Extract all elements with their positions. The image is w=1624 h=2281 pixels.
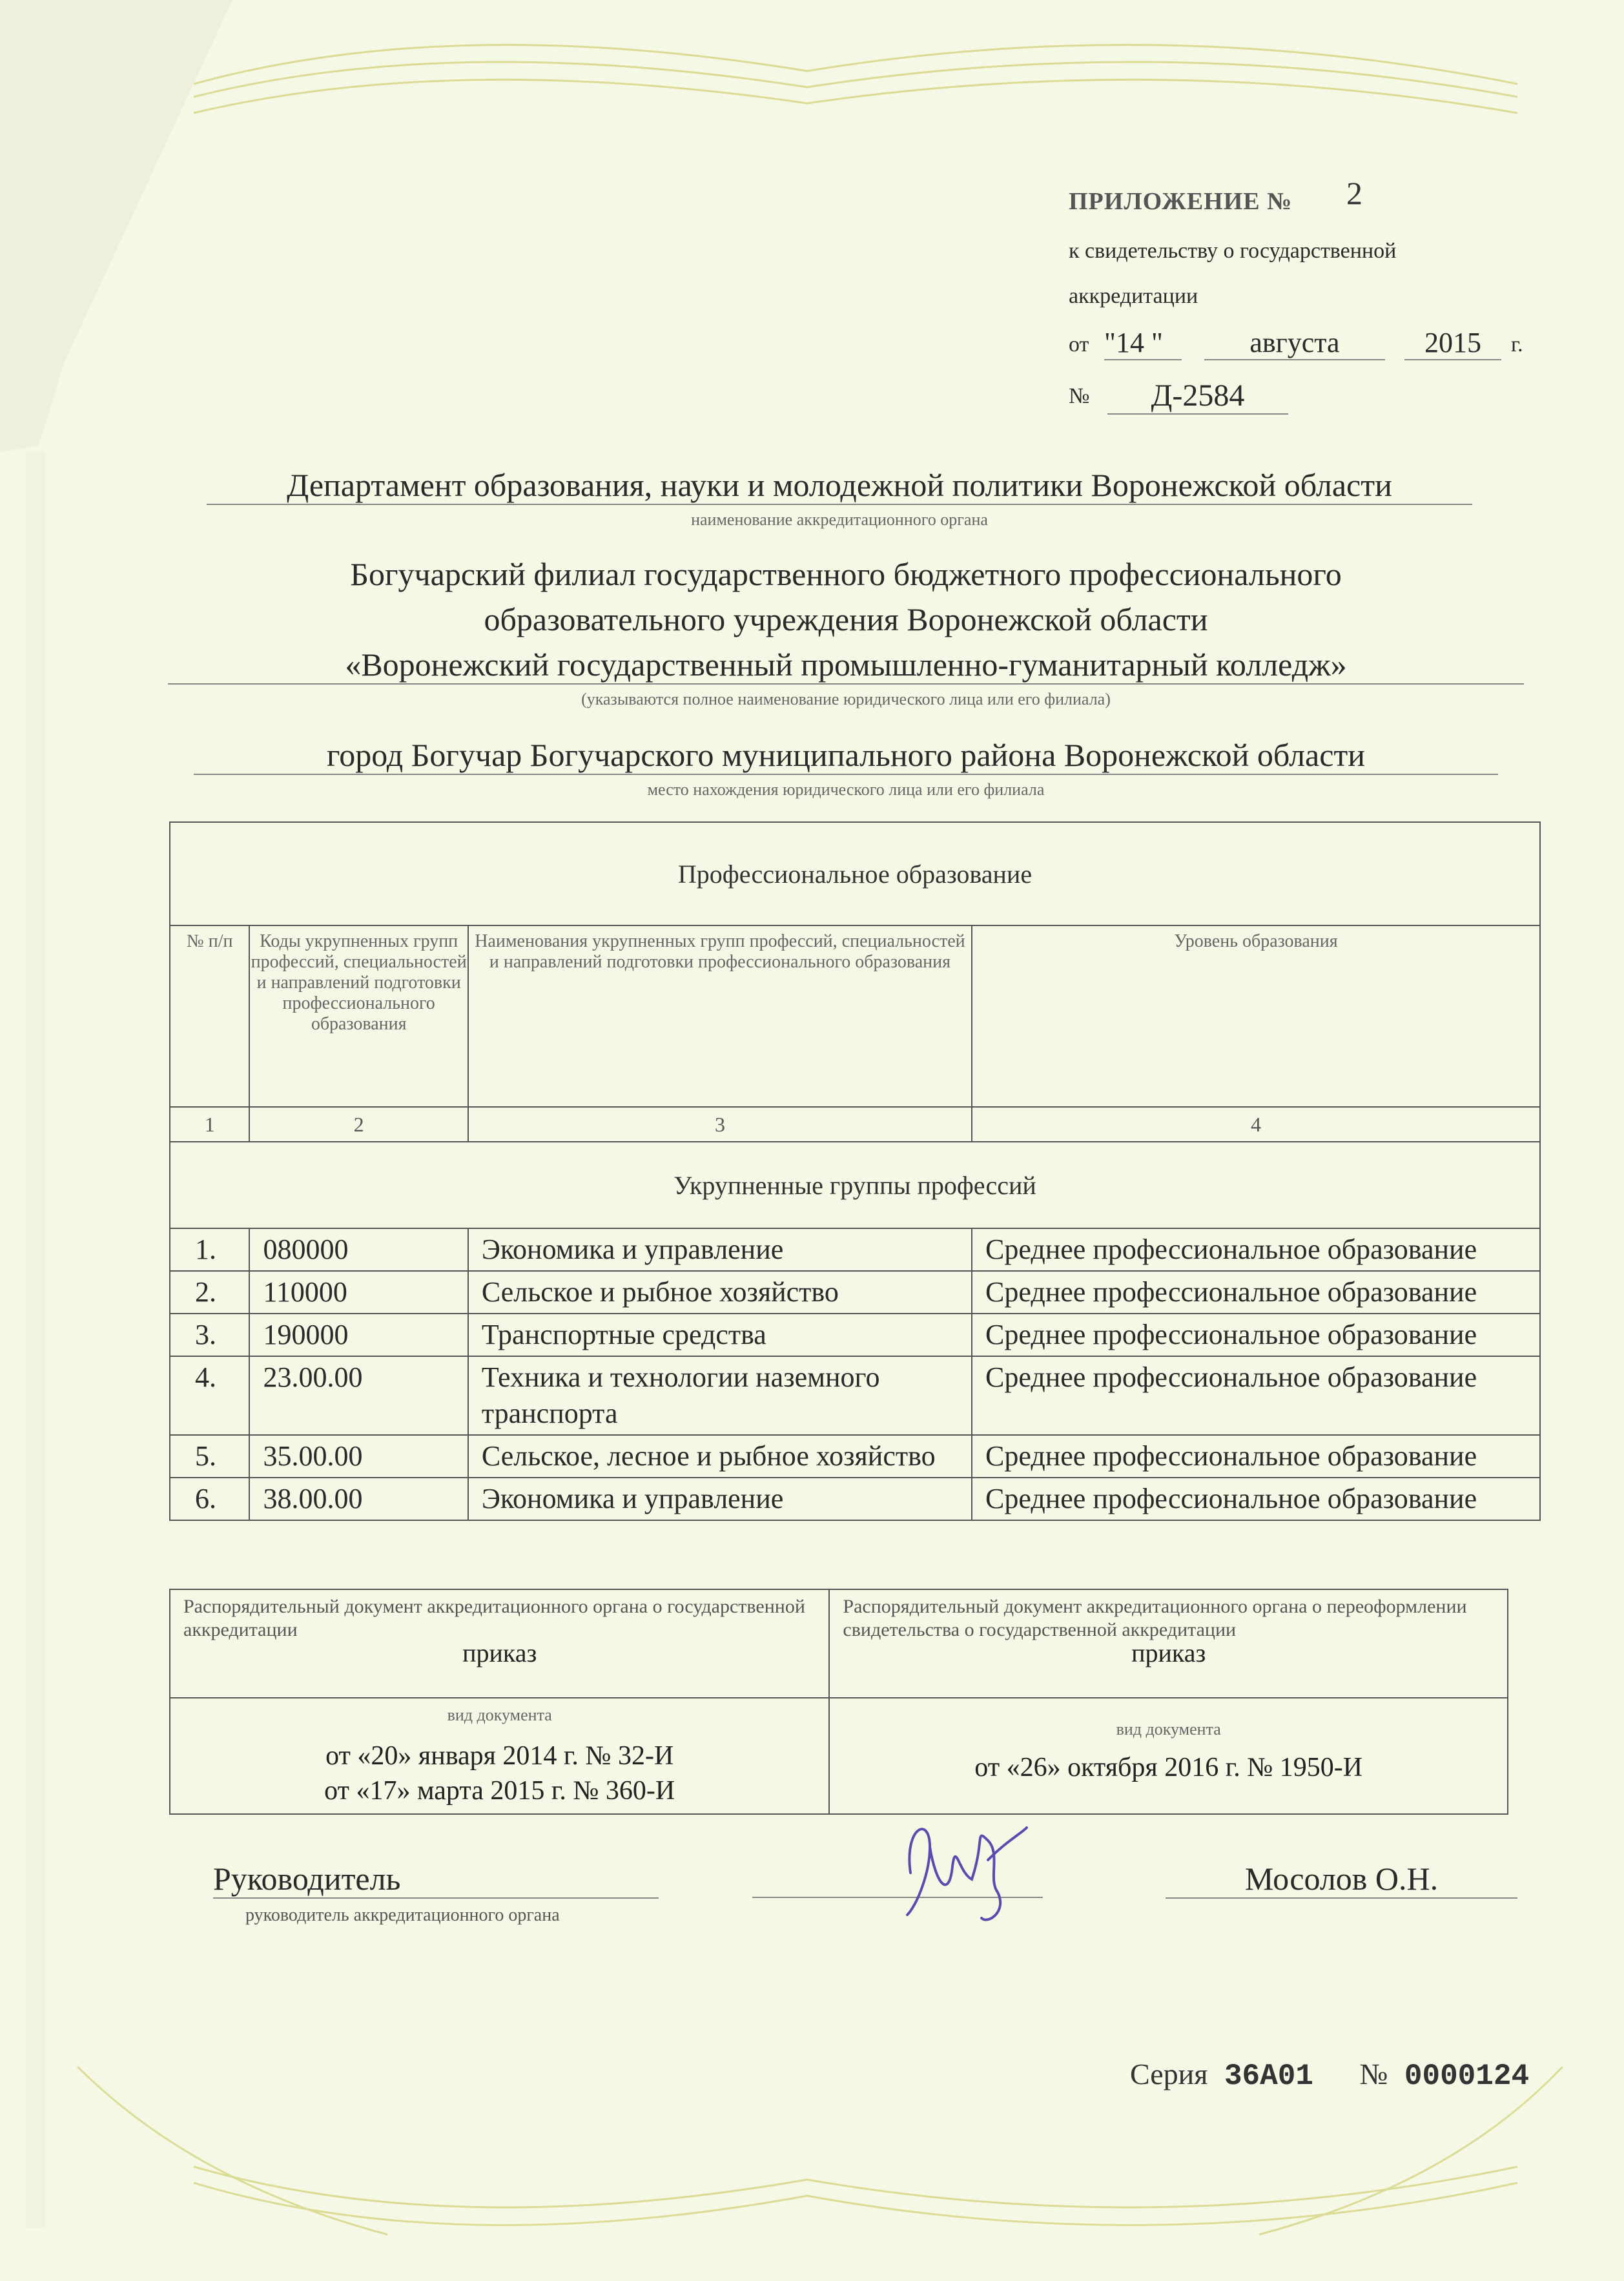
row-code: 35.00.00 (249, 1435, 468, 1478)
organ-caption: наименование аккредитационного органа (691, 510, 988, 529)
row-code: 110000 (249, 1271, 468, 1314)
row-number: 6. (170, 1478, 249, 1520)
column-number: 4 (972, 1107, 1540, 1142)
institution-caption: (указываются полное наименование юридического лица или его филиала) (581, 690, 1111, 708)
row-number: 4. (170, 1356, 249, 1435)
column-number-row (170, 1107, 1540, 1142)
table-row (170, 1228, 1540, 1271)
left-order-ref1: от «20» января 2014 г. № 32-И (325, 1741, 674, 1771)
header-num: № п/п (170, 925, 249, 1107)
series-number-label: № (1359, 2058, 1388, 2090)
series-label: Серия (1130, 2058, 1208, 2090)
right-order-ref: от «26» октября 2016 г. № 1950-И (974, 1753, 1363, 1782)
table-row (170, 1314, 1540, 1356)
row-level: Среднее профессиональное образование (972, 1435, 1540, 1478)
right-order-refs (829, 1698, 1508, 1814)
organ-name: Департамент образования, науки и молодежной политики Воронежской области (207, 466, 1472, 505)
table-row (170, 1478, 1540, 1520)
institution-line2: образовательного учреждения Воронежской области (484, 601, 1208, 637)
right-kind-caption: вид документа (1116, 1720, 1221, 1739)
header-code: Коды укрупненных групп профессий, специальностей и направлений подготовки профессионального образования (249, 925, 468, 1107)
row-name: Техника и технологии наземного транспорта (468, 1356, 972, 1435)
series-value: 36А01 (1224, 2059, 1313, 2093)
row-level: Среднее профессиональное образование (972, 1356, 1540, 1435)
signatory-name: Мосолов О.Н. (1166, 1860, 1517, 1899)
programs-table (169, 821, 1541, 1521)
row-level: Среднее профессиональное образование (972, 1478, 1540, 1520)
orders-table (169, 1589, 1508, 1815)
left-order-kind: приказ (462, 1638, 537, 1667)
right-order-cell (829, 1589, 1508, 1698)
series-block (1130, 2057, 1529, 2093)
table-row (170, 1356, 1540, 1435)
column-number: 1 (170, 1107, 249, 1142)
column-number: 2 (249, 1107, 468, 1142)
left-kind-caption: вид документа (447, 1706, 552, 1724)
left-order-title: Распорядительный документ аккредитационного органа о государственной аккредитации (183, 1596, 805, 1640)
left-order-refs (170, 1698, 829, 1814)
left-order-cell (170, 1589, 829, 1698)
table-row (170, 1435, 1540, 1478)
table-row (170, 1271, 1540, 1314)
appendix-number-line: № Д-2584 (1069, 378, 1301, 417)
row-number: 2. (170, 1271, 249, 1314)
location-caption: место нахождения юридического лица или его филиала (647, 780, 1045, 799)
appendix-to-line2: аккредитации (1069, 284, 1198, 308)
appendix-date: от "14 " августа 2015 г. (1069, 326, 1553, 358)
row-name: Сельское и рыбное хозяйство (468, 1271, 972, 1314)
row-number: 3. (170, 1314, 249, 1356)
row-level: Среднее профессиональное образование (972, 1314, 1540, 1356)
row-number: 1. (170, 1228, 249, 1271)
table-title: Профессиональное образование (170, 822, 1540, 925)
institution-line1: Богучарский филиал государственного бюджетного профессионального (350, 556, 1342, 592)
row-code: 23.00.00 (249, 1356, 468, 1435)
table-header-row (170, 925, 1540, 1107)
row-number: 5. (170, 1435, 249, 1478)
appendix-title: ПРИЛОЖЕНИЕ № 2 (1069, 175, 1362, 215)
row-name: Сельское, лесное и рыбное хозяйство (468, 1435, 972, 1478)
header-name: Наименования укрупненных групп профессий, специальностей и направлений подготовки профессионального образования (468, 925, 972, 1107)
signatory-role: Руководитель (213, 1860, 659, 1899)
row-code: 38.00.00 (249, 1478, 468, 1520)
row-name: Экономика и управление (468, 1228, 972, 1271)
row-code: 190000 (249, 1314, 468, 1356)
table-title-row (170, 822, 1540, 925)
signatory-role-caption: руководитель аккредитационного органа (245, 1905, 560, 1925)
header-level: Уровень образования (972, 925, 1540, 1107)
right-order-kind: приказ (1131, 1638, 1206, 1667)
location-text: город Богучар Богучарского муниципального района Воронежской области (194, 736, 1498, 775)
section-title: Укрупненные группы профессий (170, 1142, 1540, 1228)
institution-line3: «Воронежский государственный промышленно-гуманитарный колледж» (168, 646, 1524, 685)
series-number-value: 0000124 (1404, 2059, 1530, 2093)
right-order-title: Распорядительный документ аккредитационного органа о переоформлении свидетельства о государственной аккредитации (843, 1596, 1467, 1640)
appendix-number: 2 (1346, 175, 1362, 211)
row-level: Среднее профессиональное образование (972, 1271, 1540, 1314)
row-level: Среднее профессиональное образование (972, 1228, 1540, 1271)
row-code: 080000 (249, 1228, 468, 1271)
left-order-ref2: от «17» марта 2015 г. № 360-И (324, 1776, 675, 1806)
row-name: Экономика и управление (468, 1478, 972, 1520)
appendix-to-line1: к свидетельству о государственной (1069, 239, 1397, 263)
section-row (170, 1142, 1540, 1228)
handwritten-signature (891, 1802, 1040, 1925)
row-name: Транспортные средства (468, 1314, 972, 1356)
column-number: 3 (468, 1107, 972, 1142)
